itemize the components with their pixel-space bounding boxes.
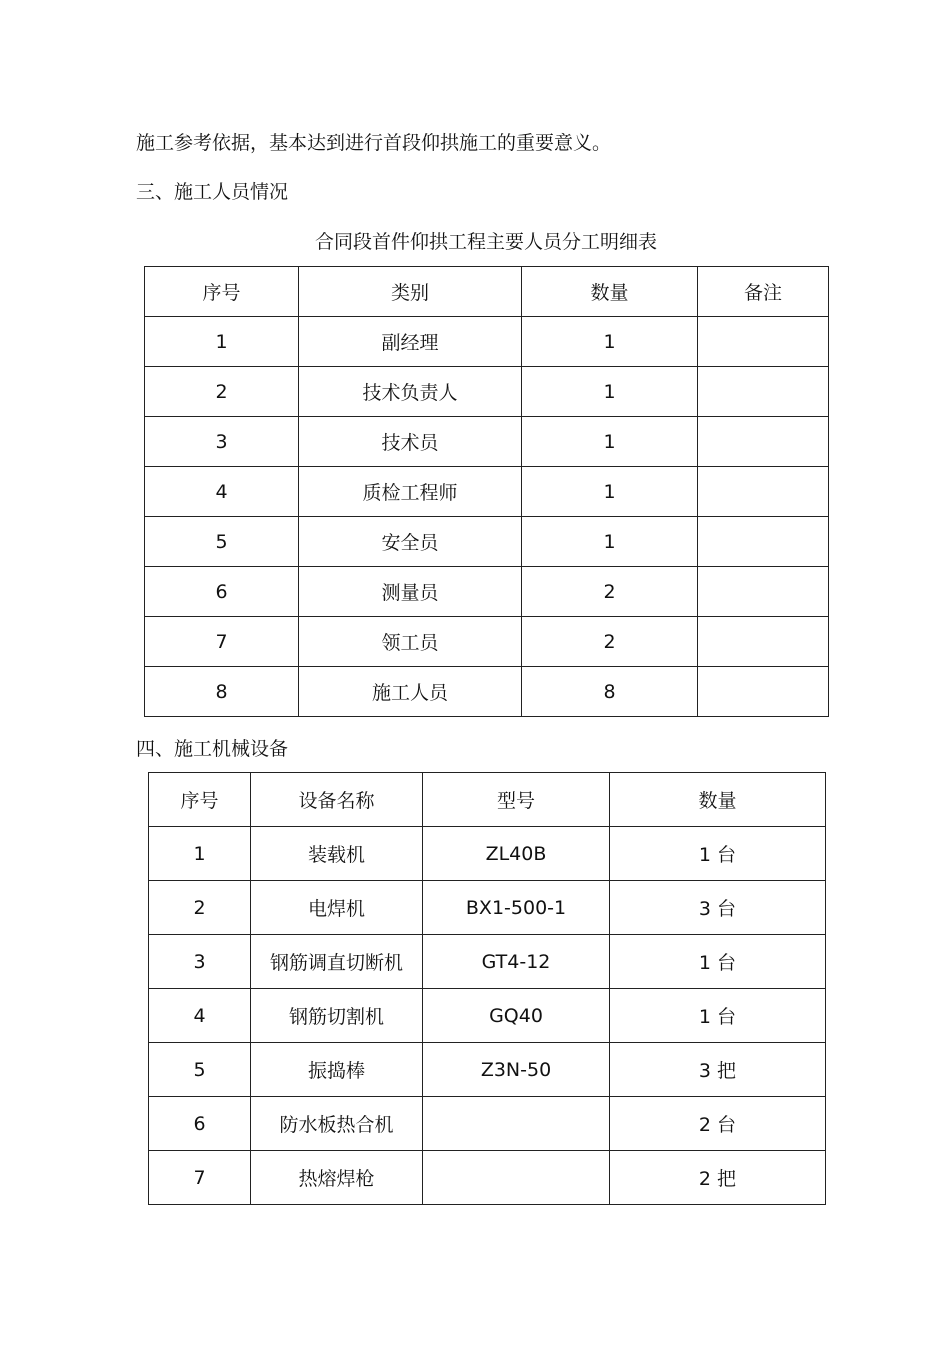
table-row <box>149 935 826 989</box>
table-row <box>145 467 829 517</box>
table-cell: 质检工程师 <box>299 467 522 517</box>
table-cell: 振捣棒 <box>251 1043 423 1097</box>
table-cell: 安全员 <box>299 517 522 567</box>
table-row <box>149 827 826 881</box>
equipment-table <box>148 772 826 1205</box>
table-cell: 热熔焊枪 <box>251 1151 423 1205</box>
table-cell: 2 <box>145 367 299 417</box>
table-cell: 1 台 <box>610 989 826 1043</box>
table-cell: 3 把 <box>610 1043 826 1097</box>
table-cell: 钢筋调直切断机 <box>251 935 423 989</box>
table-cell: 1 <box>522 467 698 517</box>
table-cell: BX1-500-1 <box>423 881 610 935</box>
table-cell <box>423 1151 610 1205</box>
table-row <box>149 1151 826 1205</box>
table-cell: 2 台 <box>610 1097 826 1151</box>
table-cell: 3 <box>149 935 251 989</box>
personnel-table <box>144 266 829 717</box>
table-cell: 1 <box>522 367 698 417</box>
section-heading-equipment: 四、施工机械设备 <box>136 738 289 760</box>
table-cell <box>698 667 829 717</box>
table-cell: 2 <box>522 567 698 617</box>
table-cell: 钢筋切割机 <box>251 989 423 1043</box>
personnel-table-caption: 合同段首件仰拱工程主要人员分工明细表 <box>314 231 657 253</box>
table-cell: 7 <box>145 617 299 667</box>
table-cell: 1 台 <box>610 827 826 881</box>
header-cell: 序号 <box>145 267 299 317</box>
table-row <box>145 417 829 467</box>
table-header-row <box>149 773 826 827</box>
table-cell: 8 <box>145 667 299 717</box>
table-cell <box>423 1097 610 1151</box>
table-header-row <box>145 267 829 317</box>
table-cell: 1 台 <box>610 935 826 989</box>
table-row <box>149 1097 826 1151</box>
table-cell: 1 <box>145 317 299 367</box>
table-cell: GT4-12 <box>423 935 610 989</box>
table-cell: Z3N-50 <box>423 1043 610 1097</box>
table-cell <box>698 317 829 367</box>
header-cell: 设备名称 <box>251 773 423 827</box>
table-cell: 装载机 <box>251 827 423 881</box>
table-cell: GQ40 <box>423 989 610 1043</box>
body-paragraph: 施工参考依据，基本达到进行首段仰拱施工的重要意义。 <box>136 132 612 154</box>
header-cell: 备注 <box>698 267 829 317</box>
table-cell: 6 <box>149 1097 251 1151</box>
table-row <box>149 881 826 935</box>
table-row <box>149 1043 826 1097</box>
header-cell: 数量 <box>522 267 698 317</box>
table-cell: 7 <box>149 1151 251 1205</box>
table-cell: 1 <box>522 417 698 467</box>
table-cell: 防水板热合机 <box>251 1097 423 1151</box>
table-cell: 3 台 <box>610 881 826 935</box>
table-cell: 1 <box>522 317 698 367</box>
header-cell: 序号 <box>149 773 251 827</box>
table-cell: 2 把 <box>610 1151 826 1205</box>
table-cell: 8 <box>522 667 698 717</box>
header-cell: 类别 <box>299 267 522 317</box>
table-cell <box>698 517 829 567</box>
table-cell <box>698 467 829 517</box>
table-cell: 1 <box>522 517 698 567</box>
table-row <box>145 617 829 667</box>
table-row <box>145 567 829 617</box>
table-cell: 5 <box>149 1043 251 1097</box>
table-row <box>145 667 829 717</box>
table-cell: 1 <box>149 827 251 881</box>
table-cell: 5 <box>145 517 299 567</box>
table-row <box>145 367 829 417</box>
table-row <box>145 517 829 567</box>
table-cell: 2 <box>522 617 698 667</box>
table-cell <box>698 417 829 467</box>
table-cell: 电焊机 <box>251 881 423 935</box>
table-cell: 6 <box>145 567 299 617</box>
table-cell: ZL40B <box>423 827 610 881</box>
header-cell: 型号 <box>423 773 610 827</box>
table-row <box>149 989 826 1043</box>
table-cell: 4 <box>145 467 299 517</box>
table-cell: 领工员 <box>299 617 522 667</box>
header-cell: 数量 <box>610 773 826 827</box>
table-cell: 2 <box>149 881 251 935</box>
table-cell: 测量员 <box>299 567 522 617</box>
table-cell: 3 <box>145 417 299 467</box>
table-cell: 副经理 <box>299 317 522 367</box>
table-row <box>145 317 829 367</box>
table-cell: 技术负责人 <box>299 367 522 417</box>
table-cell: 4 <box>149 989 251 1043</box>
section-heading-personnel: 三、施工人员情况 <box>136 181 289 203</box>
table-cell: 施工人员 <box>299 667 522 717</box>
table-cell <box>698 617 829 667</box>
table-cell <box>698 567 829 617</box>
table-cell: 技术员 <box>299 417 522 467</box>
table-cell <box>698 367 829 417</box>
